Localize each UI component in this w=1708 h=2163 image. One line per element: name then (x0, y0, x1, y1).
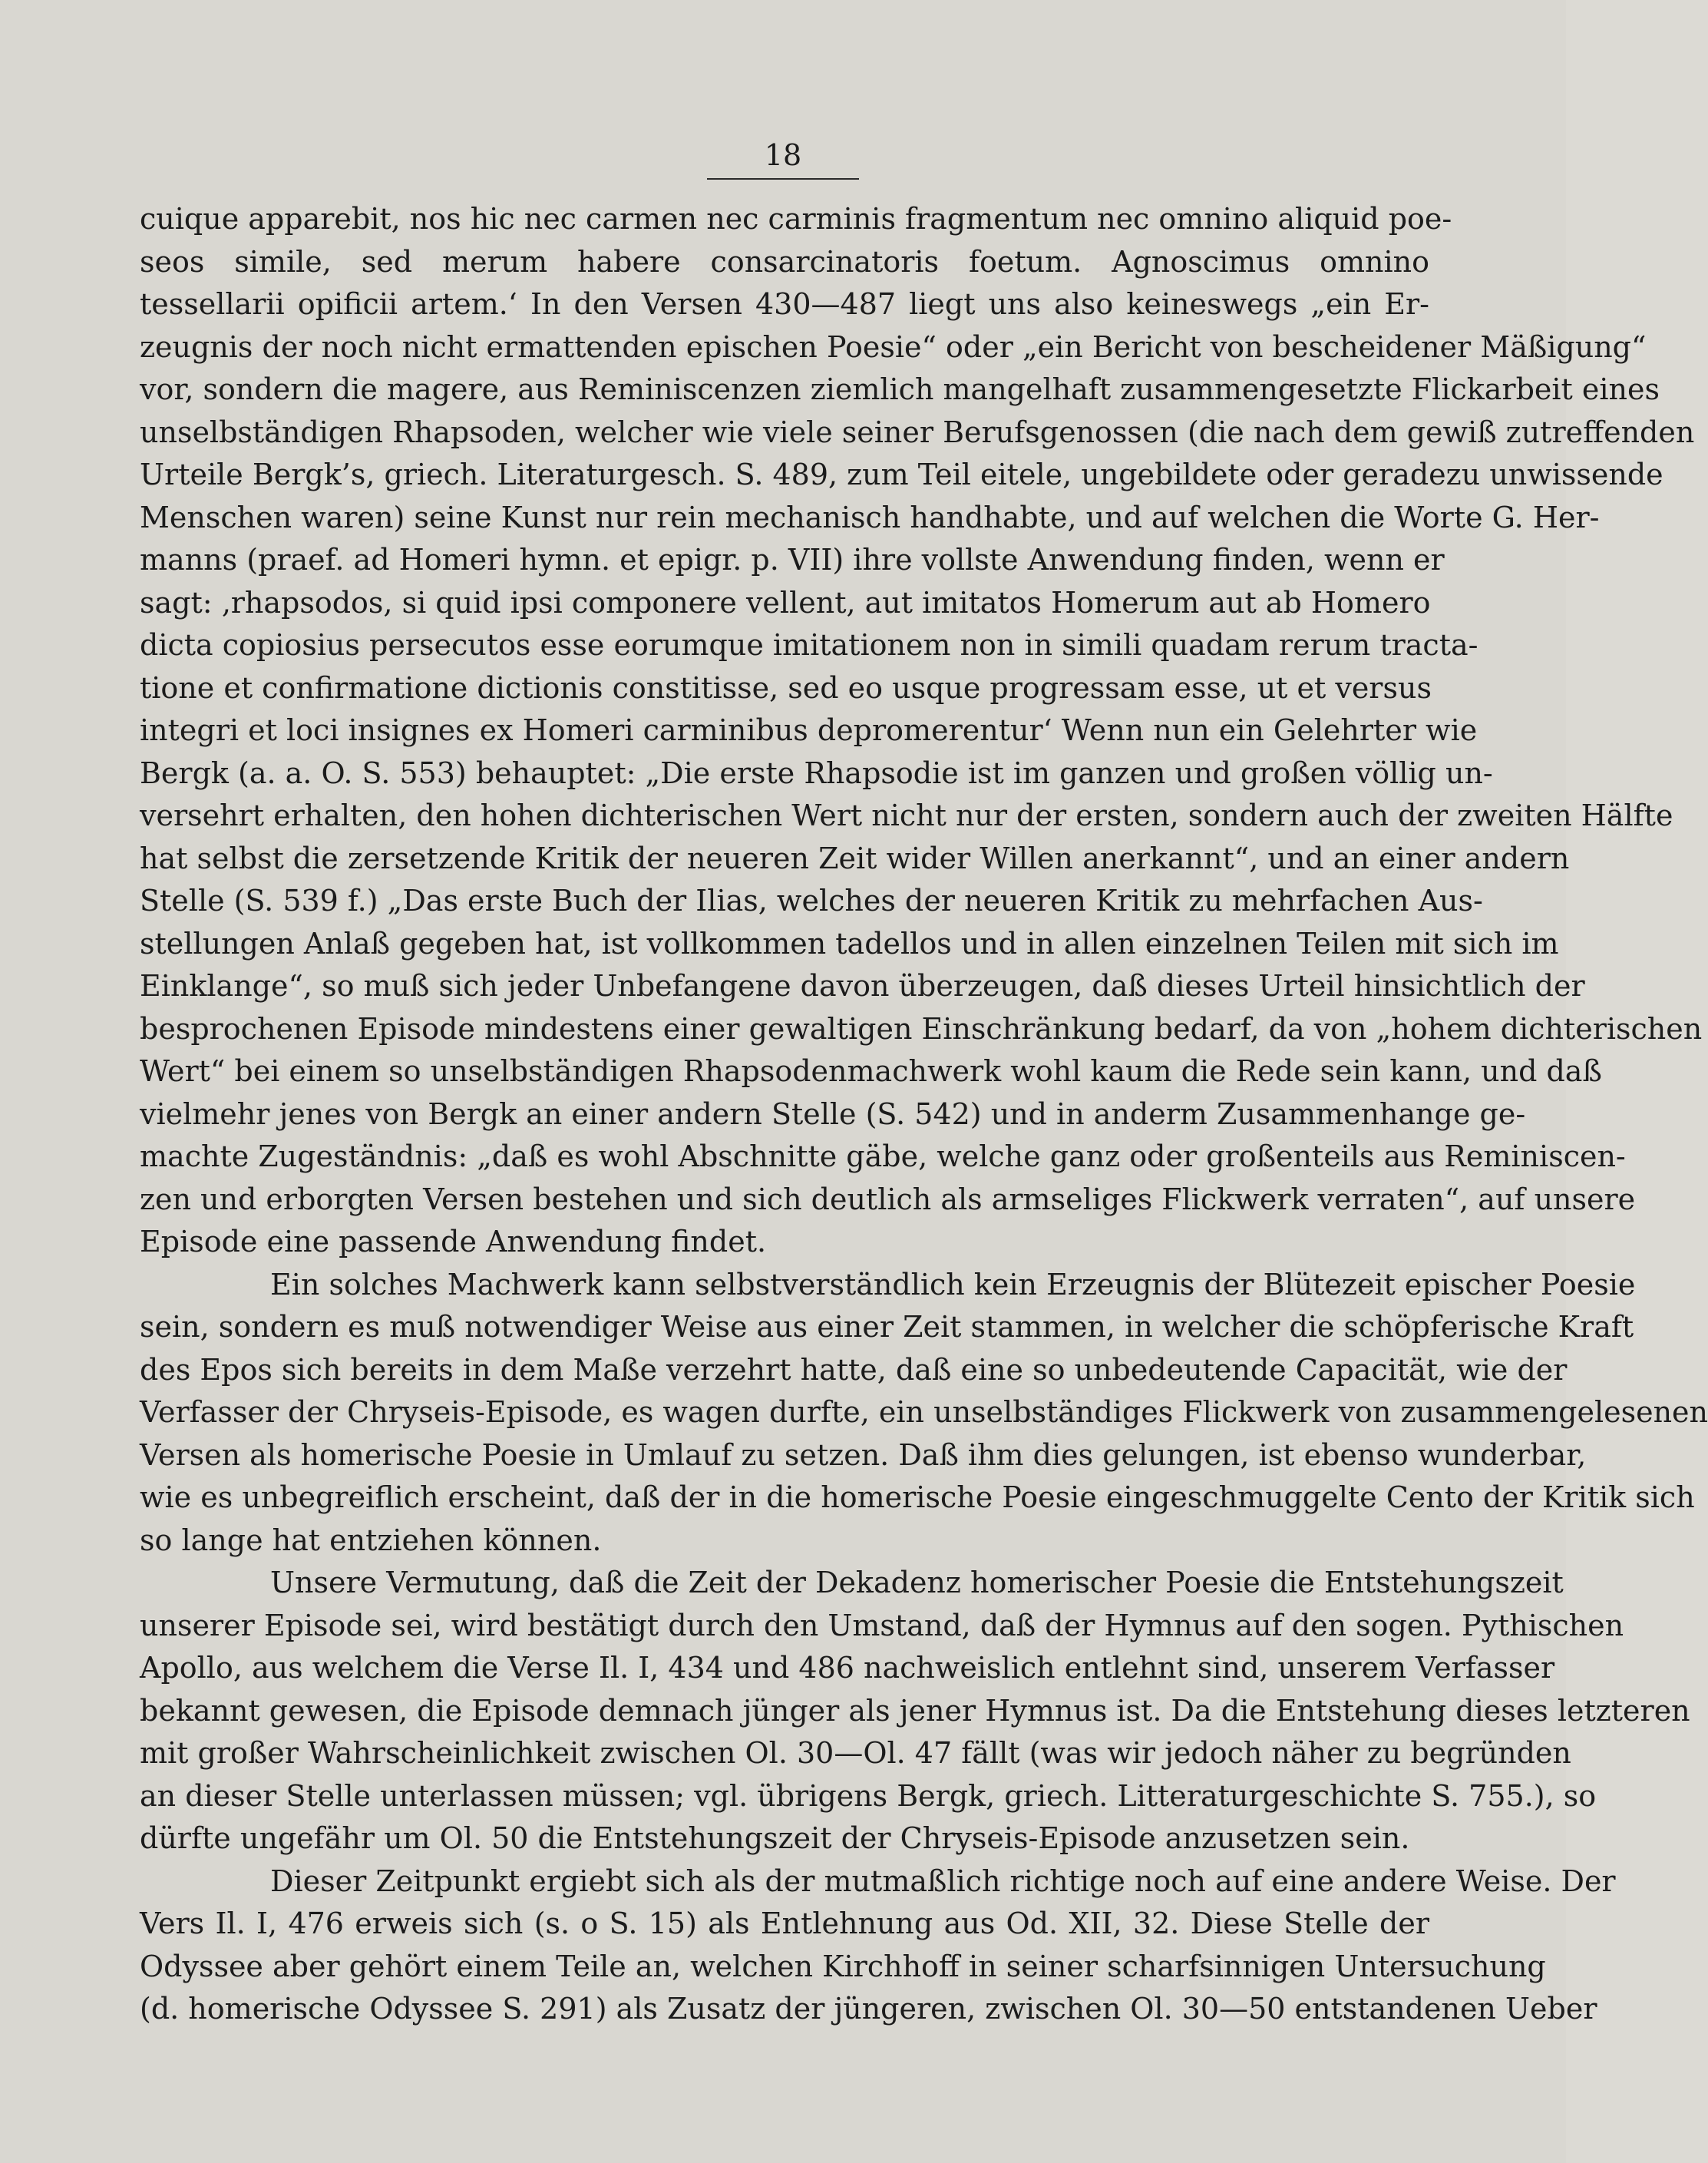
text-line: Menschen waren) seine Kunst nur rein mechanisch handhabte, und auf welchen die Worte G. Her- (140, 500, 1600, 534)
text-line: Apollo, aus welchem die Verse Il. I, 434 und 486 nachweislich entlehnt sind, unserem Verfasser (140, 1651, 1555, 1685)
text-line: tione et confirmatione dictionis constitisse, sed eo usque progressam esse, ut et versus (140, 670, 1432, 705)
text-line: Vers Il. I, 476 erweis sich (s. o S. 15) als Entlehnung aus Od. XII, 32. Diese Stelle der (140, 1907, 1429, 1940)
text-line: des Epos sich bereits in dem Maße verzehrt hatte, daß eine so unbedeutende Capacität, wie der (140, 1352, 1568, 1387)
text-line: vielmehr jenes von Bergk an einer andern Stelle (S. 542) und in anderm Zusammenhange ge- (140, 1096, 1526, 1131)
text-line: unserer Episode sei, wird bestätigt durch den Umstand, daß der Hymnus auf den sogen. Pythischen (140, 1608, 1624, 1642)
text-line: dicta copiosius persecutos esse eorumque imitationem non in simili quadam rerum tracta- (140, 628, 1478, 662)
text-line: manns (praef. ad Homeri hymn. et epigr. p. VII) ihre vollste Anwendung finden, wenn er (140, 543, 1445, 577)
text-line: sein, sondern es muß notwendiger Weise aus einer Zeit stammen, in welcher die schöpferische Kraft (140, 1310, 1634, 1344)
text-line: seos simile, sed merum habere consarcinatoris foetum. Agnoscimus omnino (140, 244, 1429, 279)
text-line: Dieser Zeitpunkt ergiebt sich als der mutmaßlich richtige noch auf eine andere Weise. Der (270, 1864, 1616, 1898)
text-line: besprochenen Episode mindestens einer gewaltigen Einschränkung bedarf, da von „hohem dichterischen (140, 1011, 1703, 1046)
text-line: Unsere Vermutung, daß die Zeit der Dekadenz homerischer Poesie die Entstehungszeit (270, 1566, 1564, 1599)
text-line: zeugnis der noch nicht ermattenden epischen Poesie“ oder „ein Bericht von bescheidener Mäßigung“ (140, 329, 1647, 364)
text-line: bekannt gewesen, die Episode demnach jünger als jener Hymnus ist. Da die Entstehung dieses letzteren (140, 1693, 1690, 1728)
text-line: Verfasser der Chryseis-Episode, es wagen durfte, ein unselbständiges Flickwerk von zusammengelesenen (140, 1395, 1708, 1429)
text-line: cuique apparebit, nos hic nec carmen nec carminis fragmentum nec omnino aliquid poe- (140, 202, 1452, 236)
body-text (140, 198, 1708, 2031)
text-line: tessellarii opificii artem.‘ In den Versen 430—487 liegt uns also keineswegs „ein Er- (140, 287, 1429, 321)
text-line: integri et loci insignes ex Homeri carminibus depromerentur‘ Wenn nun ein Gelehrter wie (140, 713, 1478, 747)
text-line: Stelle (S. 539 f.) „Das erste Buch der Ilias, welches der neueren Kritik zu mehrfachen Aus- (140, 884, 1483, 918)
text-line: stellungen Anlaß gegeben hat, ist vollkommen tadellos und in allen einzelnen Teilen mit sich im (140, 926, 1559, 961)
text-line: Urteile Bergk’s, griech. Literaturgesch. S. 489, zum Teil eitele, ungebildete oder geradezu unwissende (140, 458, 1663, 491)
text-line: sagt: ‚rhapsodos, si quid ipsi componere vellent, aut imitatos Homerum aut ab Homero (140, 585, 1431, 620)
text-line: an dieser Stelle unterlassen müssen; vgl. übrigens Bergk, griech. Litteraturgeschichte S. 755.), so (140, 1778, 1597, 1813)
page-number: 18 (764, 138, 802, 172)
text-line: versehrt erhalten, den hohen dichterischen Wert nicht nur der ersten, sondern auch der zweiten Hälfte (140, 799, 1673, 832)
text-line: (d. homerische Odyssee S. 291) als Zusatz der jüngeren, zwischen Ol. 30—50 entstandenen Ueber (140, 1992, 1597, 2026)
text-line: mit großer Wahrscheinlichkeit zwischen Ol. 30—Ol. 47 fällt (was wir jedoch näher zu begründen (140, 1736, 1571, 1770)
text-line: Bergk (a. a. O. S. 553) behauptet: „Die erste Rhapsodie ist im ganzen und großen völlig un- (140, 756, 1493, 790)
text-line: machte Zugeständnis: „daß es wohl Abschnitte gäbe, welche ganz oder großenteils aus Reminiscen- (140, 1139, 1626, 1173)
text-line: Einklange“, so muß sich jeder Unbefangene davon überzeugen, daß dieses Urteil hinsichtlich der (140, 969, 1585, 1003)
text-line: Odyssee aber gehört einem Teile an, welchen Kirchhoff in seiner scharfsinnigen Untersuchung (140, 1949, 1546, 1983)
text-line: Wert“ bei einem so unselbständigen Rhapsodenmachwerk wohl kaum die Rede sein kann, und daß (140, 1054, 1602, 1088)
text-line: so lange hat entziehen können. (140, 1523, 602, 1557)
text-line: Episode eine passende Anwendung findet. (140, 1225, 767, 1258)
text-line: unselbständigen Rhapsoden, welcher wie viele seiner Berufsgenossen (die nach dem gewiß zutreffenden (140, 415, 1695, 449)
header-rule (707, 178, 859, 180)
text-line: dürfte ungefähr um Ol. 50 die Entstehungszeit der Chryseis-Episode anzusetzen sein. (140, 1821, 1410, 1855)
text-line: Versen als homerische Poesie in Umlauf zu setzen. Daß ihm dies gelungen, ist ebenso wunderbar, (140, 1437, 1587, 1472)
text-line: vor, sondern die magere, aus Reminiscenzen ziemlich mangelhaft zusammengesetzte Flickarbeit eines (140, 372, 1660, 406)
text-line: Ein solches Machwerk kann selbstverständlich kein Erzeugnis der Blütezeit epischer Poesie (270, 1267, 1636, 1301)
text-line: zen und erborgten Versen bestehen und sich deutlich als armseliges Flickwerk verraten“, auf unsere (140, 1182, 1636, 1216)
text-line: wie es unbegreiflich erscheint, daß der in die homerische Poesie eingeschmuggelte Cento der Kritik sich (140, 1480, 1695, 1514)
text-line: hat selbst die zersetzende Kritik der neueren Zeit wider Willen anerkannt“, und an einer andern (140, 841, 1570, 875)
